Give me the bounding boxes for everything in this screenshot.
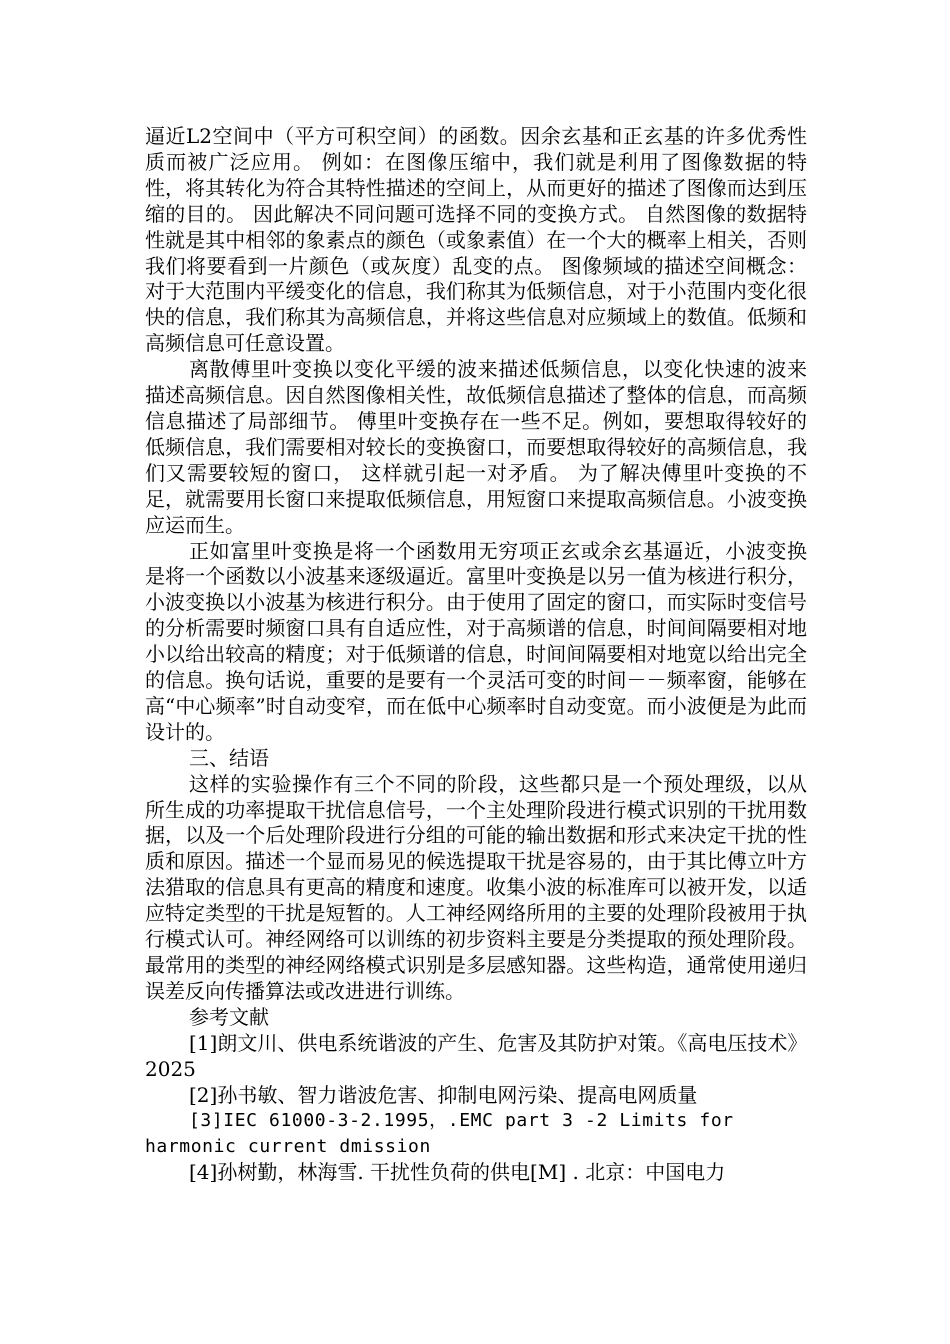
document-page (145, 124, 807, 1186)
reference-item-1: [1]朗文川、供电系统谐波的产生、危害及其防护对策。《高电压技术》2025 (145, 1030, 798, 1081)
section-heading-references: 参考文献 (189, 1004, 269, 1029)
paragraph-fourier-limits: 离散傅里叶变换以变化平缓的波来描述低频信息，以变化快速的波来描述高频信息。因自然图像相关性，故低频信息描述了整体的信息，而高频信息描述了局部细节。 傅里叶变换存在一些不足。例如，要想取得较好的低频信息，我们需要相对较长的变换窗口，而要想取得较好的高频信息，我们又需要较短的窗口， 这样就引起一对矛盾。 为了解决傅里叶变换的不足，就需要用长窗口来提取低频信息，用短窗口来提取高频信息。小波变换应运而生。 (145, 357, 807, 537)
paragraph-wavelet-intro: 逼近L2空间中（平方可积空间）的函数。因余玄基和正玄基的许多优秀性质而被广泛应用。 例如：在图像压缩中，我们就是利用了图像数据的特性，将其转化为符合其特性描述的空间上，从而更好的描述了图像而达到压缩的目的。 因此解决不同问题可选择不同的变换方式。 自然图像的数据特性就是其中相邻的象素点的颜色（或象素值）在一个大的概率上相关，否则我们将要看到一片颜色（或灰度）乱变的点。 图像频域的描述空间概念：对于大范围内平缓变化的信息，我们称其为低频信息，对于小范围内变化很快的信息，我们称其为高频信息，并将这些信息对应频域上的数值。低频和高频信息可任意设置。 (145, 124, 807, 356)
reference-item-2: [2]孙书敏、智力谐波危害、抑制电网污染、提高电网质量 (189, 1082, 698, 1107)
reference-item-3: [3]IEC 61000-3-2.1995，.EMC part 3 -2 Limits for harmonic current dmission (145, 1110, 734, 1158)
paragraph-wavelet-vs-fourier: 正如富里叶变换是将一个函数用无穷项正玄或余玄基逼近，小波变换是将一个函数以小波基来逐级逼近。富里叶变换是以另一值为核进行积分，小波变换以小波基为核进行积分。由于使用了固定的窗口，而实际时变信号的分析需要时频窗口具有自适应性，对于高频谱的信息，时间间隔要相对地小以给出较高的精度；对于低频谱的信息，时间间隔要相对地宽以给出完全的信息。换句话说，重要的是要有一个灵活可变的时间－－频率窗，能够在高“中心频率”时自动变窄，而在低中心频率时自动变宽。而小波便是为此而设计的。 (145, 538, 807, 744)
reference-item-4: [4]孙树勤，林海雪. 干扰性负荷的供电[M] . 北京：中国电力 (189, 1160, 726, 1185)
section-heading-conclusion: 三、结语 (189, 745, 269, 770)
paragraph-conclusion: 这样的实验操作有三个不同的阶段，这些都只是一个预处理级，以从所生成的功率提取干扰信息信号，一个主处理阶段进行模式识别的干扰用数据，以及一个后处理阶段进行分组的可能的输出数据和形式来决定干扰的性质和原因。描述一个显而易见的候选提取干扰是容易的，由于其比傅立叶方法猎取的信息具有更高的精度和速度。收集小波的标准库可以被开发，以适应特定类型的干扰是短暂的。人工神经网络所用的主要的处理阶段被用于执行模式认可。神经网络可以训练的初步资料主要是分类提取的预处理阶段。最常用的类型的神经网络模式识别是多层感知器。这些构造，通常使用递归误差反向传播算法或改进进行训练。 (145, 771, 807, 1003)
